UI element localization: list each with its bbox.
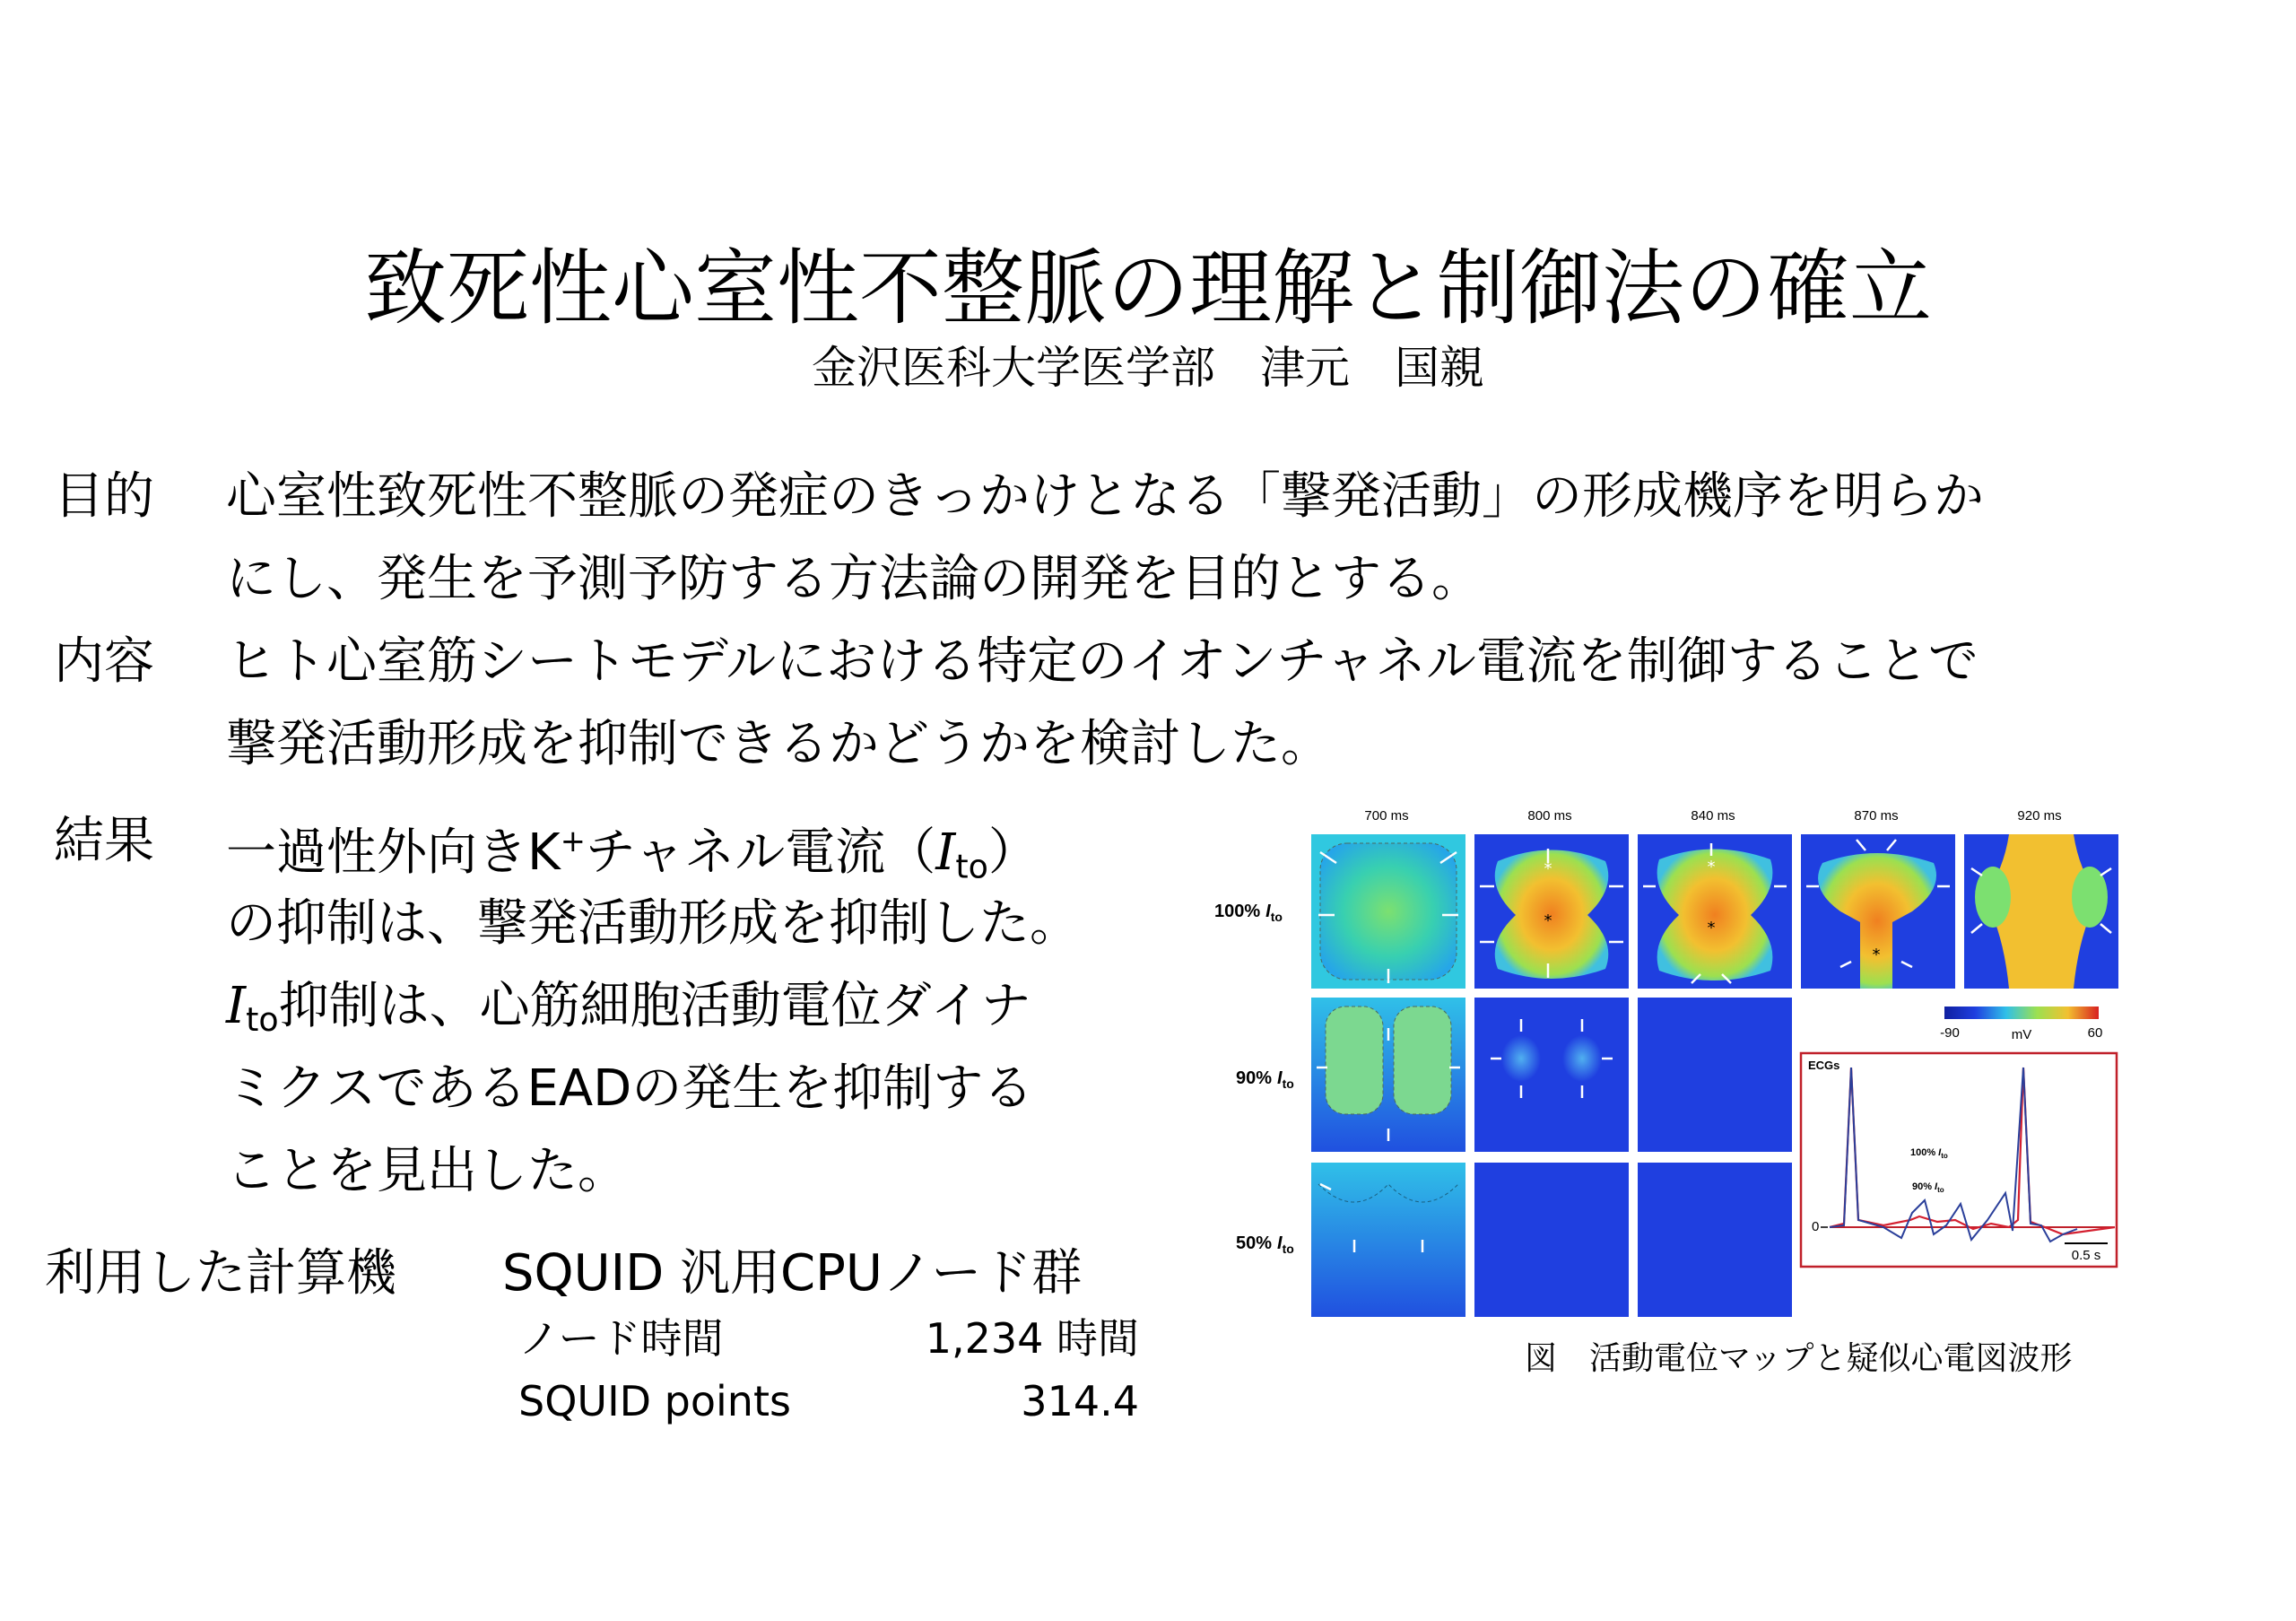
colorbar-unit: mV xyxy=(2011,1027,2032,1042)
page-title: 致死性心室性不整脈の理解と制御法の確立 xyxy=(363,240,1932,336)
ito-subscript-2: to xyxy=(246,1000,279,1040)
purpose-text-1: 心室性致死性不整脈の発症のきっかけとなる「撃発活動」の形成機序を明らか xyxy=(226,467,1984,526)
figure-caption: 図 活動電位マップと疑似心電図波形 xyxy=(1525,1340,2073,1377)
row-label-50 xyxy=(1236,1233,1294,1256)
svg-text:*: * xyxy=(1707,858,1716,876)
ecg-zero: 0 xyxy=(1812,1219,1820,1234)
ecg-label-100-i: I xyxy=(1938,1147,1942,1158)
map-90-700 xyxy=(1311,998,1465,1152)
ito-symbol: I xyxy=(935,824,956,883)
time-label-840: 840 ms xyxy=(1691,808,1735,824)
compute-label: 利用した計算機 xyxy=(45,1244,396,1303)
time-label-800: 800 ms xyxy=(1527,808,1572,824)
node-hours-value: 1,234 時間 xyxy=(925,1314,1139,1363)
colorbar xyxy=(1944,1007,2099,1019)
result-text-2: の抑制は、撃発活動形成を抑制した。 xyxy=(226,894,1080,953)
result-l1-mid: チャネル電流（ xyxy=(585,824,936,883)
ito-symbol-2: I xyxy=(226,977,247,1035)
colorbar-max: 60 xyxy=(2087,1025,2103,1041)
ecg-label-90-pct: 90% xyxy=(1912,1181,1933,1192)
row-label-90-pct: 90% xyxy=(1236,1068,1273,1088)
purpose-label: 目的 xyxy=(54,467,154,526)
ecg-title: ECGs xyxy=(1808,1059,1840,1072)
result-l1-end: ） xyxy=(987,824,1039,883)
node-hours-label: ノード時間 xyxy=(518,1314,724,1363)
result-l3-rest: 抑制は、心筋細胞活動電位ダイナ xyxy=(278,977,1031,1035)
compute-value: SQUID 汎用CPUノード群 xyxy=(502,1244,1083,1303)
result-label: 結果 xyxy=(54,812,154,870)
time-label-700: 700 ms xyxy=(1364,808,1409,824)
result-text-5: ことを見出した。 xyxy=(226,1142,628,1200)
row-label-50-i: I xyxy=(1277,1233,1283,1253)
result-l1-pre: 一過性外向きK xyxy=(226,824,561,883)
content-text-1: ヒト心室筋シートモデルにおける特定のイオンチャネル電流を制御することで xyxy=(226,632,1979,691)
map-90-800 xyxy=(1474,998,1629,1152)
figure xyxy=(1202,798,2296,1328)
svg-text:*: * xyxy=(1707,919,1716,937)
squid-points-value: 314.4 xyxy=(1021,1377,1139,1425)
ecg-label-90-sub: to xyxy=(1937,1186,1944,1194)
ecg-label-100-pct: 100% xyxy=(1910,1147,1936,1158)
row-label-100-sub: to xyxy=(1270,910,1283,924)
row-label-100-i: I xyxy=(1265,902,1271,921)
row-label-90-i: I xyxy=(1277,1068,1283,1088)
colorbar-min: -90 xyxy=(1940,1025,1960,1041)
map-100-840 xyxy=(1638,834,1792,989)
ecg-scale-label: 0.5 s xyxy=(2071,1248,2101,1263)
map-90-840 xyxy=(1638,998,1792,1152)
squid-points-label: SQUID points xyxy=(518,1377,791,1425)
purpose-text-2: にし、発生を予測予防する方法論の開発を目的とする。 xyxy=(226,550,1482,608)
map-100-870 xyxy=(1801,834,1955,989)
row-label-100-pct: 100% xyxy=(1214,902,1261,921)
ecg-label-100-sub: to xyxy=(1941,1152,1948,1160)
time-label-920: 920 ms xyxy=(2017,808,2062,824)
ecg-label-90-i: I xyxy=(1935,1181,1938,1192)
content-text-2: 撃発活動形成を抑制できるかどうかを検討した。 xyxy=(226,715,1331,773)
map-50-700 xyxy=(1311,1163,1465,1317)
ito-subscript: to xyxy=(955,847,988,886)
ecg-panel xyxy=(1801,1053,2117,1267)
row-label-90-sub: to xyxy=(1282,1076,1294,1091)
k-plus: + xyxy=(560,824,586,858)
svg-text:*: * xyxy=(1544,911,1552,930)
time-label-870: 870 ms xyxy=(1854,808,1899,824)
map-100-800 xyxy=(1474,834,1629,989)
row-label-50-sub: to xyxy=(1282,1242,1294,1256)
author-line: 金沢医科大学医学部 津元 国親 xyxy=(812,342,1484,394)
map-50-800 xyxy=(1474,1163,1629,1317)
svg-text:*: * xyxy=(1544,859,1552,878)
svg-text:*: * xyxy=(1872,946,1881,964)
map-100-700 xyxy=(1311,834,1465,989)
map-50-840 xyxy=(1638,1163,1792,1317)
map-100-920 xyxy=(1964,834,2118,989)
result-text-4: ミクスであるEADの発生を抑制する xyxy=(226,1059,1034,1118)
row-label-100 xyxy=(1214,902,1283,924)
row-label-50-pct: 50% xyxy=(1236,1233,1273,1253)
row-label-90 xyxy=(1236,1068,1294,1091)
content-label: 内容 xyxy=(54,632,154,691)
